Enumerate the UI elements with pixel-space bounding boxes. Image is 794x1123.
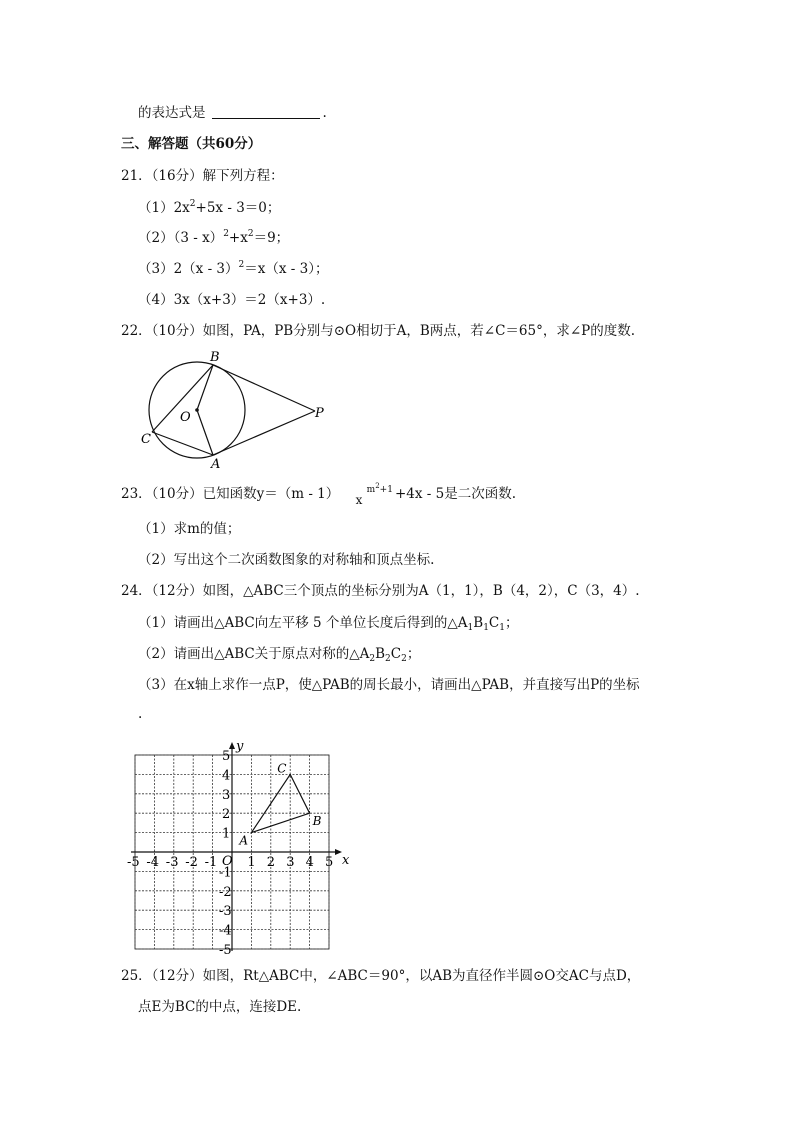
x-tick-label: -4 xyxy=(146,855,160,870)
y-tick-label: -1 xyxy=(219,865,232,881)
label-c: C xyxy=(141,432,151,447)
tangent-pb xyxy=(213,365,315,411)
x-tick-label: -1 xyxy=(204,855,218,870)
vertex-label-b: B xyxy=(312,814,322,829)
axes xyxy=(131,742,342,951)
label-a: A xyxy=(211,457,221,472)
label-b: B xyxy=(210,350,220,365)
q21-part-3: （3）2（x - 3）$^2$＝x（x - 3）； xyxy=(138,260,329,277)
y-tick-label: -5 xyxy=(219,943,232,958)
y-tick-label: 2 xyxy=(222,807,231,823)
segment-oa xyxy=(197,410,213,455)
segment-ob xyxy=(197,365,213,410)
x-tick-label: 1 xyxy=(247,855,256,870)
x-tick-label: 3 xyxy=(286,855,295,870)
tangent-circle-figure xyxy=(140,348,340,472)
y-tick-label: 3 xyxy=(222,787,231,803)
y-axis-label: y xyxy=(236,739,244,754)
x-tick-label: 5 xyxy=(325,855,334,870)
q24-part-2: （2）请画出△ABC关于原点对称的$\triangle A_2B_2C_2$； xyxy=(138,646,421,664)
triangle-outline xyxy=(251,774,309,832)
q21-part-1: $(1)2x^2+5x - 3=0$； xyxy=(138,199,281,216)
question-24-head: 24．（12分）如图，△ABC三个顶点的坐标分别为A（1，1），B（4，2），C（3，4）. xyxy=(121,583,640,599)
question-25-line-1: 25．（12分）如图，Rt△ABC中，∠ABC＝90°，以AB为直径作半圆⊙O交AC与点D， xyxy=(121,968,641,984)
tangent-pa xyxy=(213,411,315,455)
y-tick-label: -4 xyxy=(219,923,232,939)
label-p: P xyxy=(315,406,324,421)
question-22-head: 22．（10分）如图，PA，PB分别与⊙O相切于A，B两点，若∠C＝65°，求∠P的度数. xyxy=(121,323,636,339)
vertex-label-a: A xyxy=(239,833,249,848)
q21-part-2: $(2)(3 - x)^2+x^2=9$； xyxy=(138,229,290,246)
y-tick-label: 1 xyxy=(222,826,231,842)
answer-blank[interactable] xyxy=(212,106,320,119)
q24-part-3: （3）在x轴上求作一点P，使△PAB的周长最小，请画出△PAB，并直接写出P的坐标 xyxy=(138,677,640,693)
q24-part-3-end: . xyxy=(138,706,143,722)
vertex-label-c: C xyxy=(277,761,287,776)
question-23-head: 23．（10分）已知函数y＝（m - 1） x $^{m^2+1}$ +4x - 5是二次函数. xyxy=(121,482,516,507)
x-tick-label: -3 xyxy=(165,855,179,870)
y-tick-label: 5 xyxy=(222,749,231,764)
coordinate-grid-figure xyxy=(127,725,365,958)
label-o: O xyxy=(180,410,191,425)
x-tick-label: -2 xyxy=(185,855,198,870)
origin-label: O xyxy=(222,854,233,869)
carry-over-line: 的表达式是 . xyxy=(138,105,327,121)
y-tick-label: -3 xyxy=(219,904,232,920)
x-tick-label: 4 xyxy=(305,855,314,870)
question-21-head: 21．（16分）解下列方程： xyxy=(121,168,284,184)
y-tick-label: 4 xyxy=(222,768,231,784)
section-heading: 三、解答题（共60分） xyxy=(121,136,262,152)
x-tick-label: -5 xyxy=(127,855,140,870)
x-tick-label: 2 xyxy=(266,855,276,870)
question-25-line-2: 点E为BC的中点，连接DE. xyxy=(138,999,302,1015)
segment-ca xyxy=(152,432,213,455)
q23-part-1: （1）求m的值； xyxy=(138,521,241,537)
y-tick-label: -2 xyxy=(219,884,232,900)
center-point xyxy=(195,408,199,412)
tick-labels xyxy=(127,739,350,958)
y-axis-arrow xyxy=(229,742,235,749)
x-axis-arrow xyxy=(335,849,342,855)
q23-part-2: （2）写出这个二次函数图象的对称轴和顶点坐标. xyxy=(138,552,435,568)
q24-part-1: （1）请画出△ABC向左平移 5 个单位长度后得到的$\triangle A_1B_1C_1$； xyxy=(138,615,519,633)
x-axis-label: x xyxy=(342,853,350,868)
q21-part-4: （4）3x（x+3）＝2（x+3）. xyxy=(138,292,326,308)
